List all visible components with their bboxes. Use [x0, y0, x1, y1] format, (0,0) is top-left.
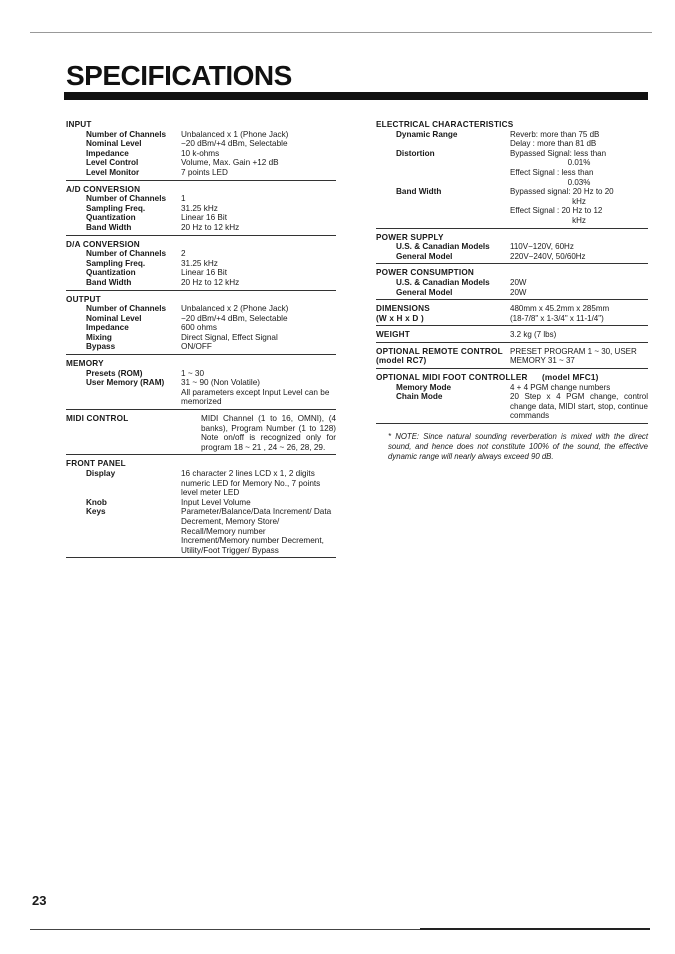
spec-label: General Model: [396, 287, 453, 297]
spec-row: [376, 347, 648, 357]
spec-value: 1: [181, 194, 186, 204]
spec-value: 3.2 kg (7 lbs): [510, 330, 557, 340]
spacer-label: [376, 139, 510, 149]
spec-row: [66, 139, 336, 149]
spec-value: 1 ~ 30: [181, 368, 204, 378]
spec-row: [376, 216, 648, 226]
spec-label: U.S. & Canadian Models: [396, 277, 490, 287]
spec-label: Memory Mode: [396, 382, 452, 392]
spec-value: 2: [181, 249, 186, 259]
spec-label: U.S. & Canadian Models: [396, 242, 490, 252]
spec-row: [376, 149, 648, 159]
spec-row: [376, 139, 648, 149]
spec-value: 31.25 kHz: [181, 203, 218, 213]
spec-value: 7 points LED: [181, 167, 228, 177]
section-output: [66, 293, 336, 356]
spec-label: Distortion: [396, 148, 435, 158]
spec-value: Parameter/Balance/Data Increment/ Data Decrement, Memory Store/ Recall/Memory number Increment/Memory number Decrement, Utility/Foot Trigger/ Bypass: [181, 507, 332, 555]
section-heading: WEIGHT: [376, 330, 410, 340]
spec-row: [66, 259, 336, 269]
spec-label: Impedance: [86, 323, 129, 333]
spacer-label: [376, 178, 510, 188]
spec-value: 20W: [510, 287, 527, 297]
spec-value: Volume, Max. Gain +12 dB: [181, 158, 279, 168]
section-front-panel: [66, 457, 336, 558]
spec-row: [66, 149, 336, 159]
section-remote-control: [376, 345, 648, 369]
section-subheading: (model RC7): [376, 356, 427, 366]
spec-row: [66, 213, 336, 223]
section-electrical: [376, 118, 648, 229]
page-number: 23: [32, 893, 47, 908]
spec-label: Number of Channels: [86, 249, 167, 259]
spec-value: 480mm x 45.2mm x 285mm: [510, 304, 610, 314]
spec-row: [66, 498, 336, 508]
section-ad-conversion: [66, 183, 336, 236]
spec-label: Display: [86, 469, 116, 478]
spec-label: General Model: [396, 251, 453, 261]
section-midi-control: [66, 412, 336, 455]
spec-value: Effect Signal : less than: [510, 167, 594, 177]
spec-row: [376, 314, 648, 324]
spec-row: [66, 333, 336, 343]
spec-label: Level Monitor: [86, 167, 140, 177]
spec-label: Bypass: [86, 342, 116, 352]
spec-value: 20 Step x 4 PGM change, control change data, MIDI start, stop, continue commands: [510, 392, 648, 421]
spec-label: Knob: [86, 497, 107, 507]
section-heading: MIDI CONTROL: [66, 414, 129, 424]
spec-label: Band Width: [86, 222, 132, 232]
spec-row: [376, 288, 648, 298]
spec-label: Band Width: [396, 187, 442, 197]
spec-value: 4 + 4 PGM change numbers: [510, 382, 611, 392]
spec-value: kHz: [572, 215, 586, 225]
section-memory: [66, 357, 336, 410]
spec-value: 110V−120V, 60Hz: [510, 242, 574, 252]
section-subheading: (W x H x D ): [376, 313, 424, 323]
section-heading: FRONT PANEL: [66, 459, 126, 469]
spec-value: MIDI Channel (1 to 16, OMNI), (4 banks), Program Number (1 to 128) Note on/off is recognized only for program 18 ~ 21 , 24 ~ 26, 28, 29.: [201, 414, 336, 452]
spec-row: [66, 388, 336, 407]
spec-row: [66, 204, 336, 214]
spec-label: Keys: [86, 507, 106, 517]
spec-value: ON/OFF: [181, 342, 212, 352]
spec-value: Input Level Volume: [181, 497, 251, 507]
section-heading: ELECTRICAL CHARACTERISTICS: [376, 120, 514, 129]
section-heading: INPUT: [66, 120, 92, 129]
spec-row: [66, 223, 336, 233]
section-dimensions: [376, 302, 648, 326]
spec-row: [66, 168, 336, 178]
spec-value: 20 Hz to 12 kHz: [181, 222, 240, 232]
spec-label: Dynamic Range: [396, 129, 458, 139]
spec-value: All parameters except Input Level can be memorized: [181, 387, 330, 407]
bottom-rule-thick: [420, 928, 650, 930]
section-heading: D/A CONVERSION: [66, 239, 140, 249]
spec-row: [66, 194, 336, 204]
spec-row: [376, 278, 648, 288]
spec-row: [376, 187, 648, 197]
section-input: [66, 118, 336, 181]
spec-value: 0.03%: [567, 177, 591, 187]
spec-label: Number of Channels: [86, 304, 167, 314]
spec-value: −20 dBm/+4 dBm, Selectable: [181, 313, 288, 323]
spec-row: [376, 392, 648, 421]
section-power-consumption: [376, 266, 648, 300]
spec-value: −20 dBm/+4 dBm, Selectable: [181, 139, 288, 149]
spec-row: [376, 158, 648, 168]
spacer-label: [376, 168, 510, 178]
footnote: * NOTE: Since natural sounding reverberation is mixed with the direct sound, and hence does not constitute 100% of the sound, the effective dynamic range will nearly always exceed 90 dB.: [388, 432, 648, 461]
section-heading: A/D CONVERSION: [66, 184, 141, 194]
section-weight: [376, 328, 648, 343]
spec-row: [66, 314, 336, 324]
spec-row: [376, 242, 648, 252]
spec-row: [376, 206, 648, 216]
title-bar: [64, 92, 648, 100]
spec-row: [66, 507, 336, 555]
spec-label: Chain Mode: [396, 392, 443, 402]
section-heading: POWER CONSUMPTION: [376, 268, 475, 278]
page-title: SPECIFICATIONS: [66, 60, 292, 91]
spec-label: Number of Channels: [86, 129, 167, 139]
spec-row: [66, 249, 336, 259]
spec-row: [66, 369, 336, 379]
spec-value: 0.01%: [567, 158, 591, 168]
section-model: (model MFC1): [542, 373, 599, 383]
spec-row: [66, 158, 336, 168]
spec-value: Effect Signal : 20 Hz to 12: [510, 206, 603, 216]
section-heading: POWER SUPPLY: [376, 232, 444, 242]
spec-row: [66, 304, 336, 314]
section-foot-controller: [376, 371, 648, 424]
spec-label: Nominal Level: [86, 139, 142, 149]
section-heading: OPTIONAL REMOTE CONTROL: [376, 346, 503, 356]
spec-row: [66, 414, 336, 452]
spacer-label: [376, 197, 510, 207]
spec-row: [376, 197, 648, 207]
spec-row: [66, 278, 336, 288]
top-rule: [30, 32, 652, 33]
spec-label: Band Width: [86, 277, 132, 287]
spec-label: Quantization: [86, 213, 136, 223]
spec-row: [66, 469, 336, 498]
spec-label: Nominal Level: [86, 313, 142, 323]
spec-label: Mixing: [86, 332, 112, 342]
spec-value: 20W: [510, 277, 527, 287]
spec-label: Impedance: [86, 148, 129, 158]
spec-label: User Memory (RAM): [86, 378, 165, 388]
spec-label: Number of Channels: [86, 194, 167, 204]
spec-value: 16 character 2 lines LCD x 1, 2 digits numeric LED for Memory No., 7 points level meter LED: [181, 469, 321, 498]
spec-value: Reverb: more than 75 dB: [510, 129, 600, 139]
spec-value: (18-7/8" x 1-3/4" x 11-1/4"): [510, 313, 604, 323]
spec-label: Level Control: [86, 158, 139, 168]
spec-value: 20 Hz to 12 kHz: [181, 277, 240, 287]
spec-value: Bypassed signal: 20 Hz to 20: [510, 187, 614, 197]
spec-row: [376, 356, 648, 366]
spec-row: [66, 130, 336, 140]
section-power-supply: [376, 231, 648, 265]
spacer-label: [376, 158, 510, 168]
spec-value: Delay : more than 81 dB: [510, 139, 597, 149]
spec-value: Linear 16 Bit: [181, 268, 227, 278]
spec-value: Unbalanced x 1 (Phone Jack): [181, 129, 289, 139]
spec-row: [66, 323, 336, 333]
spec-row: [376, 178, 648, 188]
section-heading: OUTPUT: [66, 294, 101, 304]
spacer-label: [376, 206, 510, 216]
spec-row: [376, 130, 648, 140]
spec-row: [376, 373, 648, 383]
left-column: [66, 118, 336, 560]
spec-row: [66, 378, 336, 388]
spec-value: PRESET PROGRAM 1 ~ 30, USER: [510, 346, 637, 356]
spec-label: Quantization: [86, 268, 136, 278]
spec-value: MEMORY 31 ~ 37: [510, 356, 575, 366]
section-heading: DIMENSIONS: [376, 304, 430, 314]
spec-row: [376, 304, 648, 314]
spacer-label: [376, 216, 510, 226]
section-heading: OPTIONAL MIDI FOOT CONTROLLER: [376, 373, 528, 383]
right-column: [376, 118, 648, 426]
spec-value: 600 ohms: [181, 323, 217, 333]
spec-row: [376, 252, 648, 262]
spec-label: Presets (ROM): [86, 368, 143, 378]
spacer-label: [66, 388, 181, 407]
spec-row: [66, 342, 336, 352]
spec-value: 10 k-ohms: [181, 148, 220, 158]
spec-row: [376, 383, 648, 393]
spec-label: Sampling Freq.: [86, 203, 146, 213]
spec-label: Sampling Freq.: [86, 258, 146, 268]
spec-value: 31 ~ 90 (Non Volatile): [181, 378, 260, 388]
spec-value: Unbalanced x 2 (Phone Jack): [181, 304, 289, 314]
section-da-conversion: [66, 238, 336, 291]
spec-value: kHz: [572, 196, 586, 206]
spec-row: [66, 268, 336, 278]
spec-value: Bypassed Signal: less than: [510, 148, 607, 158]
spec-value: 31.25 kHz: [181, 258, 218, 268]
spec-value: 220V−240V, 50/60Hz: [510, 251, 586, 261]
spec-row: [376, 168, 648, 178]
section-heading: MEMORY: [66, 359, 104, 369]
spec-value: Linear 16 Bit: [181, 213, 227, 223]
spec-row: [376, 330, 648, 340]
spec-value: Direct Signal, Effect Signal: [181, 332, 278, 342]
